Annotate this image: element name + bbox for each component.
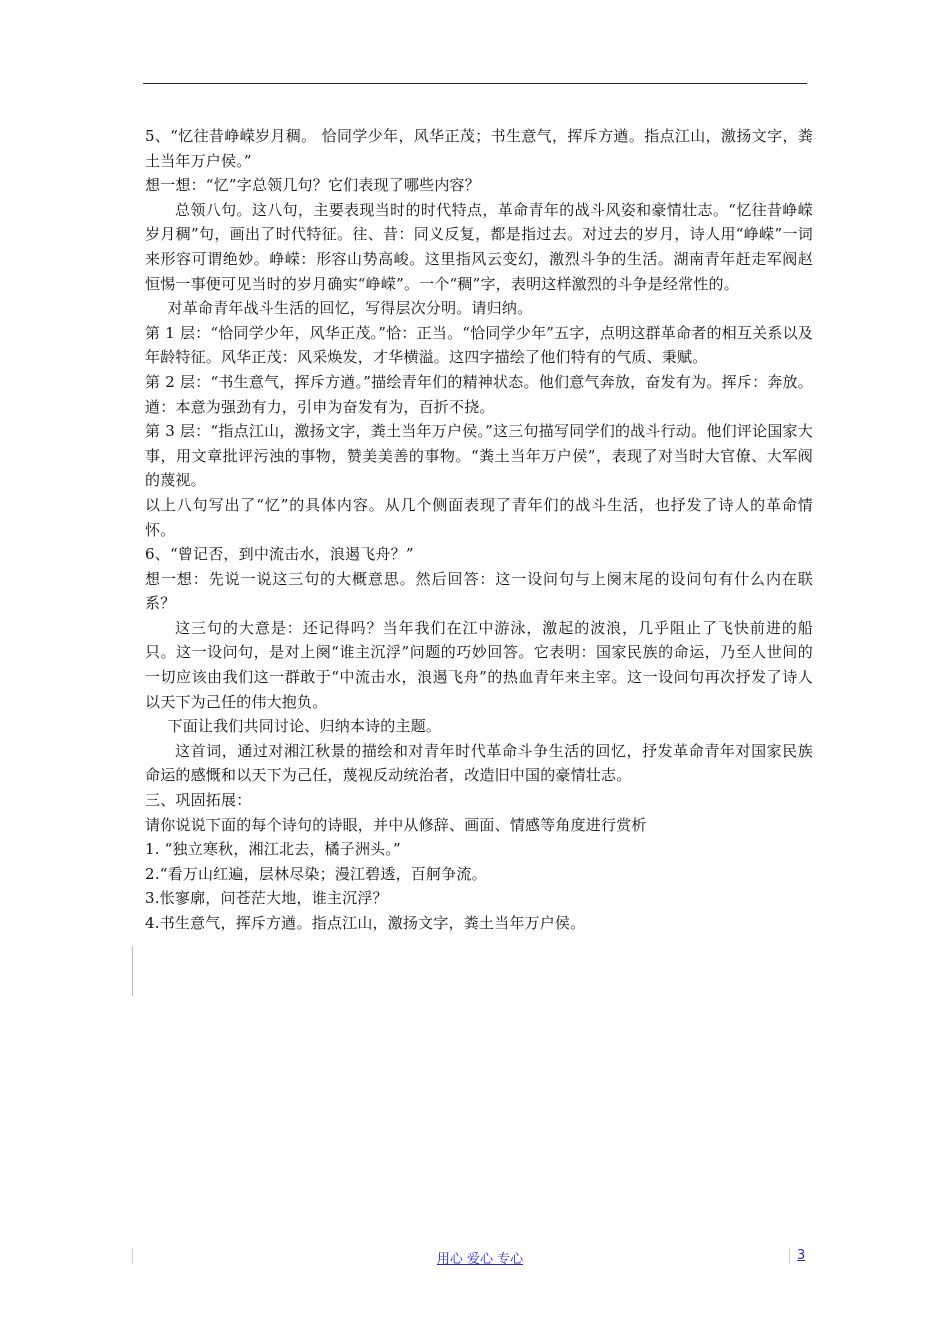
exercise-instruction: 请你说说下面的每个诗句的诗眼，并中从修辞、画面、情感等角度进行赏析 <box>145 815 647 834</box>
header-rule <box>143 83 807 84</box>
exercise-item-2: 2.“看万山红遍，层林尽染；漫江碧透，百舸争流。 <box>145 864 487 883</box>
change-bar <box>132 946 133 996</box>
section-heading: 三、巩固拓展： <box>145 791 252 810</box>
footer-left-tick <box>132 1248 133 1264</box>
question-6-answer: 这三句的大意是：还记得吗？当年我们在江中游泳，激起的波浪，几乎阻止了飞快前进的船只。这一设问句，是对上阕“谁主沉浮”问题的巧妙回答。它表明：国家民族的命运，乃至人世间的一切应该由我们这一群敢于“中流击水，浪遏飞舟”的热血青年来主宰。这一设问句再次抒发了诗人以天下为己任的伟大抱负。 <box>145 618 813 711</box>
layers-summary: 以上八句写出了“忆”的具体内容。从几个侧面表现了青年们的战斗生活，也抒发了诗人的革命情怀。 <box>145 495 813 539</box>
layer-2: 第 2 层：“书生意气，挥斥方遒。”描绘青年们的精神状态。他们意气奔放，奋发有为。挥斥：奔放。遒：本意为强劲有力，引申为奋发有为，百折不挠。 <box>145 372 813 416</box>
question-5-quote: 5、“忆往昔峥嵘岁月稠。 恰同学少年，风华正茂；书生意气，挥斥方遒。指点江山，激扬文字，粪土当年万户侯。” <box>145 127 813 170</box>
exercise-item-4: 4.书生意气，挥斥方遒。指点江山，激扬文字，粪土当年万户侯。 <box>145 914 586 932</box>
question-5-prompt: 想一想：“忆”字总领几句？它们表现了哪些内容？ <box>145 176 480 195</box>
layer-3: 第 3 层：“指点江山，激扬文字，粪土当年万户侯。”这三句描写同学们的战斗行动。他们评论国家大事，用文章批评污浊的事物，赞美美善的事物。“粪土当年万户侯”，表现了对当时大官僚、大军阀的蔑视。 <box>145 422 813 490</box>
summary-prompt: 对革命青年战斗生活的回忆，写得层次分明。请归纳。 <box>167 299 533 318</box>
layer-1: 第 1 层：“恰同学少年，风华正茂。”恰：正当。“恰同学少年”五字，点明这群革命者的相互关系以及年龄特征。风华正茂：风采焕发，才华横溢。这四字描绘了他们特有的气质、秉赋。 <box>145 323 813 367</box>
theme-answer: 这首词，通过对湘江秋景的描绘和对青年时代革命斗争生活的回忆，抒发革命青年对国家民族命运的感慨和以天下为己任，蔑视反动统治者，改造旧中国的豪情壮志。 <box>145 741 813 785</box>
question-5-answer: 总领八句。这八句，主要表现当时的时代特点，革命青年的战斗风姿和豪情壮志。“忆往昔峥嵘岁月稠”句，画出了时代特征。往、昔：同义反复，都是指过去。对过去的岁月，诗人用“峥嵘”一词来形容可谓绝妙。峥嵘：形容山势高峻。这里指风云变幻，激烈斗争的生活。湖南青年赶走军阀赵恒惕一事便可见当时的岁月确实“峥嵘”。一个“稠”字，表明这样激烈的斗争是经常性的。 <box>145 200 813 293</box>
question-6-quote: 6、“曾记否，到中流击水，浪遏飞舟？” <box>145 545 414 564</box>
exercise-item-1: 1. “独立寒秋，湘江北去，橘子洲头。” <box>145 840 401 859</box>
exercise-item-3: 3.怅寥廓，问苍茫大地，谁主沉浮？ <box>145 889 388 908</box>
theme-prompt: 下面让我们共同讨论、归纳本诗的主题。 <box>167 717 442 736</box>
footer-right-tick <box>789 1248 790 1264</box>
footer-text: 用心 爱心 专心 <box>436 1252 524 1267</box>
document-body <box>145 124 813 936</box>
page-number: 3 <box>797 1248 806 1263</box>
question-6-prompt: 想一想：先说一说这三句的大概意思。然后回答：这一设问句与上阕末尾的设问句有什么内在联系？ <box>145 569 813 613</box>
